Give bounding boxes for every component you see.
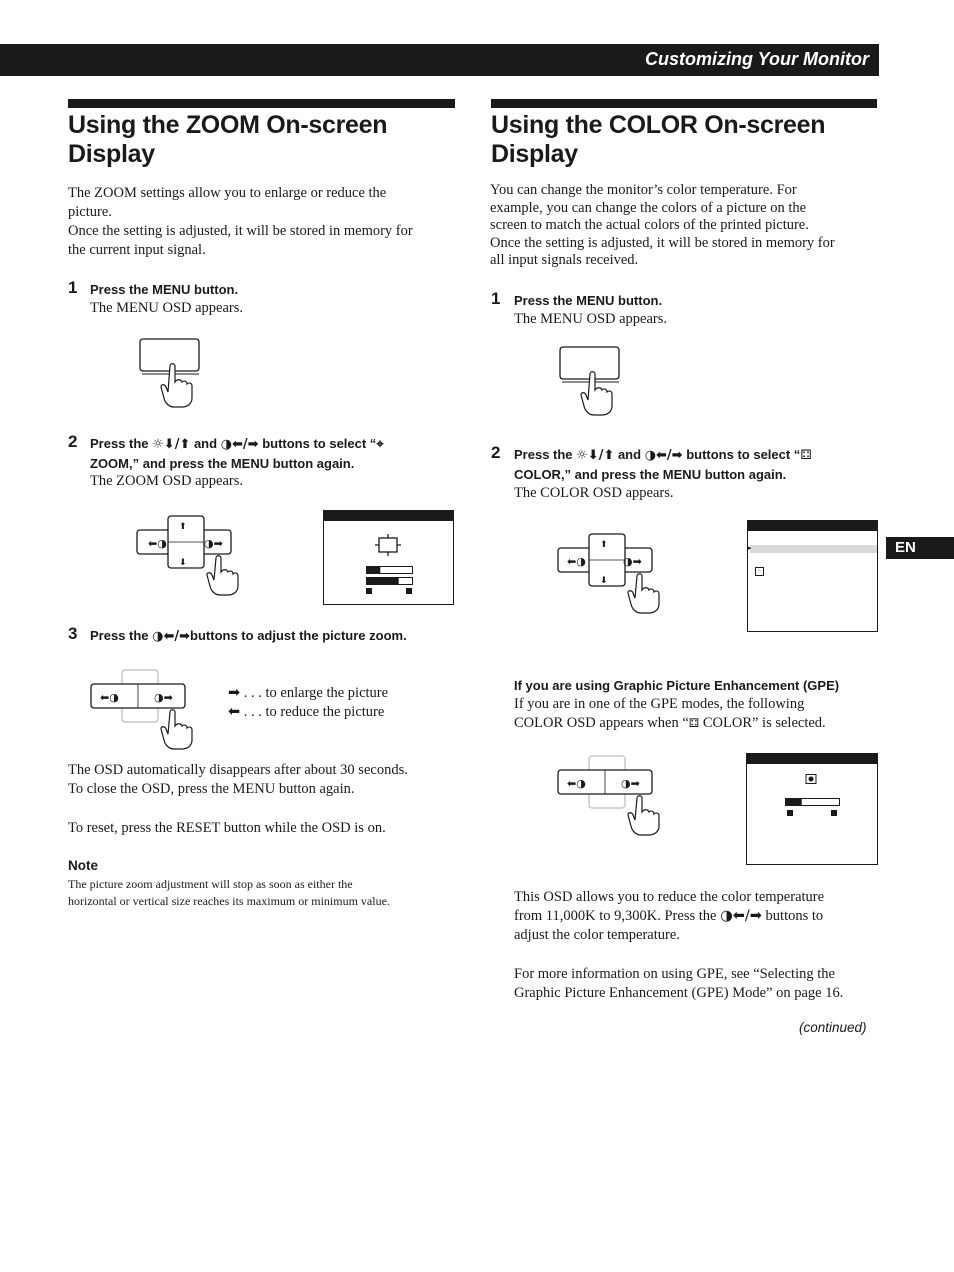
osd-selected-row [750,545,877,553]
zoom-icon [372,531,404,559]
reset-instruction: To reset, press the RESET button while the OSD is on. [68,820,386,836]
title-rule [68,99,455,108]
section-title: Customizing Your Monitor [645,49,869,69]
step-number: 2 [491,443,501,462]
color-intro: You can change the monitor’s color temperature. For example, you can change the colors of a picture on the screen to match the actual colors of the printed picture. Once the setting is adjusted, it will be stored in memory for all input signals received. [490,182,835,268]
control-pad-illustration [134,512,252,598]
step-result: The MENU OSD appears. [90,300,244,316]
step-instruction: Press the MENU button. [514,293,663,308]
svg-text:◑➡: ◑➡ [154,691,173,704]
svg-text:◑➡: ◑➡ [621,777,640,790]
note-heading: Note [68,858,98,873]
svg-text:⬅◑: ⬅◑ [567,777,586,790]
osd-auto-close: The OSD automatically disappears after about 30 seconds. To close the OSD, press the MENU button again. [68,762,408,797]
step-result: The COLOR OSD appears. [514,485,674,501]
svg-text:⬅◑: ⬅◑ [567,555,586,568]
menu-button-illustration [134,336,214,410]
menu-button-illustration [554,344,634,418]
note-text: The picture zoom adjustment will stop as soon as either the horizontal or vertical size reaches its maximum or minimum value. [68,877,390,908]
gpe-text: If you are in one of the GPE modes, the following COLOR OSD appears when “⚃ COLOR” is selected. [514,696,826,731]
step-instruction: Press the ☼⬇/⬆ and ◑⬅/➡ buttons to select “⌖ ZOOM,” and press the MENU button again. [90,436,384,471]
contrast-arrows-icon: ◑⬅/➡ [644,448,683,463]
color-osd [747,520,878,632]
gpe-heading: If you are using Graphic Picture Enhancement (GPE) [514,678,840,693]
step-number: 2 [68,432,78,451]
color-temperature-control [785,774,841,820]
step-result: The MENU OSD appears. [514,311,668,327]
brightness-arrows-icon: ☼⬇/⬆ [576,448,615,463]
continued-label: (continued) [799,1020,867,1035]
zoom-icon: ⌖ [376,437,384,452]
svg-text:⬆: ⬆ [600,540,608,550]
reduce-note: ⬅ . . . to reduce the picture [228,704,385,720]
step-instruction: Press the ☼⬇/⬆ and ◑⬅/➡ buttons to select “⚃ COLOR,” and press the MENU button again. [514,447,812,482]
svg-text:◑➡: ◑➡ [204,537,223,550]
brightness-arrows-icon: ☼⬇/⬆ [152,437,191,452]
svg-text:⬅◑: ⬅◑ [100,691,119,704]
zoom-intro: The ZOOM settings allow you to enlarge or reduce the picture. Once the setting is adjusted, it will be stored in memory for the current input signal. [68,185,413,258]
svg-text:⬇: ⬇ [179,558,187,568]
title-rule [491,99,877,108]
control-pad-illustration [555,530,673,616]
step-result: The ZOOM OSD appears. [90,473,244,489]
contrast-arrows-icon: ◑⬅/➡ [720,908,762,924]
step-number: 1 [491,289,501,308]
color-icon: ⚃ [688,716,700,730]
svg-text:⬆: ⬆ [179,522,187,532]
contrast-arrows-icon: ◑⬅/➡ [220,437,259,452]
cursor-icon: ▸ [748,544,752,552]
step-number: 1 [68,278,78,297]
more-info: For more information on using GPE, see “Selecting the Graphic Picture Enhancement (GPE) Mode” on page 16. [514,966,844,1001]
section-header [0,44,879,76]
step-number: 3 [68,624,78,643]
step-instruction: Press the MENU button. [90,282,239,297]
control-pad-illustration [555,752,673,838]
language-tab: EN [886,537,954,559]
control-pad-illustration [88,666,206,752]
step-instruction: Press the ◑⬅/➡buttons to adjust the picture zoom. [90,628,407,644]
right-arrow-icon: ➡ [228,685,241,701]
left-arrow-icon: ⬅ [228,704,241,720]
svg-text:◑➡: ◑➡ [623,555,642,568]
zoom-level-bars [366,566,414,596]
color-icon: ⁘ [755,567,764,576]
svg-text:⬅◑: ⬅◑ [148,537,167,550]
zoom-osd [323,510,454,605]
gpe-color-osd [746,753,878,865]
enlarge-note: ➡ . . . to enlarge the picture [228,685,389,701]
contrast-arrows-icon: ◑⬅/➡ [152,629,191,644]
color-title: Using the COLOR On-screen Display [491,111,826,168]
color-icon: ⚃ [800,448,812,463]
svg-text:⬇: ⬇ [600,576,608,586]
osd-description: This OSD allows you to reduce the color temperature from 11,000K to 9,300K. Press the ◑⬅/➡ buttons to adjust the color temperature. [514,889,825,943]
zoom-title: Using the ZOOM On-screen Display [68,111,388,168]
